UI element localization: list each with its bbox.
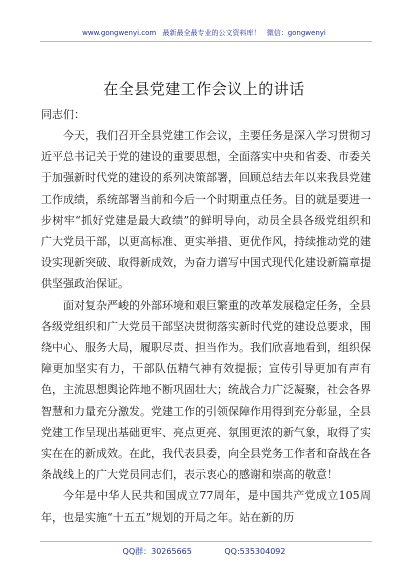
page-footer (0, 546, 408, 557)
footer-qq-group: QQ群：30265665 (122, 547, 192, 556)
header-wechat: 微信：gongwenyi (266, 29, 326, 37)
page-header (0, 28, 408, 38)
header-slogan: 最新最全最专业的公文资料库！ (162, 29, 261, 37)
footer-divider (40, 541, 372, 542)
paragraph-1: 今天，我们召开全县党建工作会议，主要任务是深入学习贯彻习近平总书记关于党的建设的重要思想，全面落实中央和省委、市委关于加强新时代党的建设的系列决策部署，回顾总结去年以来我县党建工作成绩，系统部署当前和今后一个时期重点任务。目的就是要进一步树牢“抓好党建是最大政绩”的鲜明导向，动员全县各级党组织和广大党员干部，以更高标准、更实举措、更优作风，持续推动党的建设实现新突破、取得新成效，为奋力谱写中国式现代化建设新篇章提供坚强政治保证。 (41, 129, 371, 291)
paragraph-3: 今年是中华人民共和国成立77周年，是中国共产党成立105周年，也是实施“十五五”规划的开局之年。站在新的历 (41, 489, 371, 524)
header-site-link[interactable]: www.gongwenyi.com (82, 29, 157, 37)
header-divider (40, 41, 372, 42)
salutation: 同志们： (41, 108, 85, 121)
footer-qq: QQ:535304092 (224, 547, 286, 556)
paragraph-2: 面对复杂严峻的外部环境和艰巨繁重的改革发展稳定任务，全县各级党组织和广大党员干部坚决贯彻落实新时代党的建设总要求，围绕中心、服务大局，履职尽责、担当作为。我们欣喜地看到，组织保障更加坚实有力，干部队伍精气神有效提振；宣传引导更加有声有色，主流思想舆论阵地不断巩固壮大；统战合力广泛凝聚，社会各界智慧和力量充分激发。党建工作的引领保障作用得到充分彰显，全县党建工作呈现出基础更牢、亮点更亮、氛围更浓的新气象，取得了实实在在的新成效。在此，我代表县委，向全县党务工作者和奋战在各条战线上的广大党员同志们，表示衷心的感谢和崇高的敬意！ (41, 298, 371, 482)
document-title: 在全县党建工作会议上的讲话 (103, 80, 305, 98)
document-body (41, 125, 371, 528)
